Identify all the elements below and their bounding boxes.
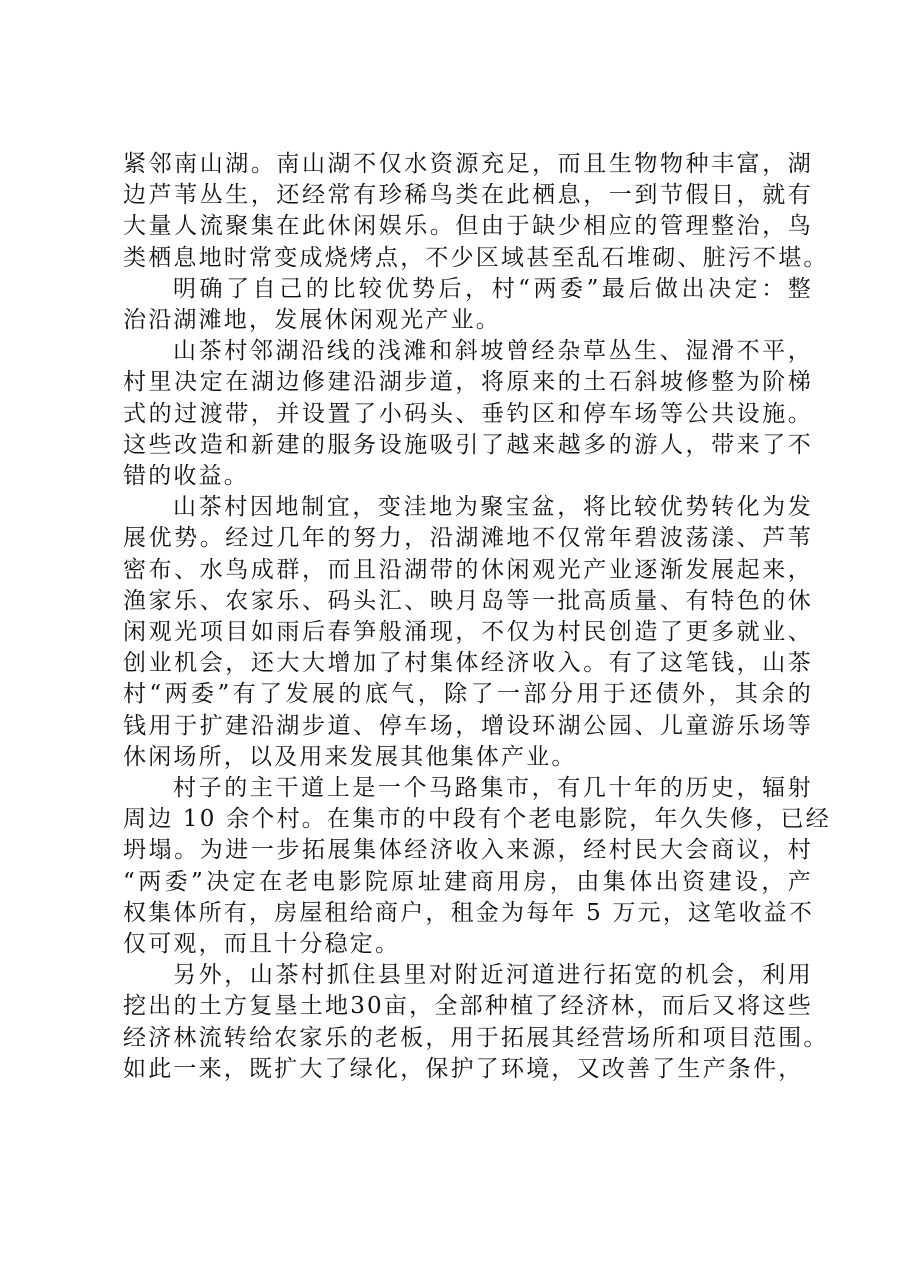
text-line: 展优势。经过几年的努力，沿湖滩地不仅常年碧波荡漾、芦苇 bbox=[123, 525, 813, 552]
paragraph bbox=[123, 274, 813, 336]
text-line: 式的过渡带，并设置了小码头、垂钓区和停车场等公共设施。 bbox=[123, 400, 813, 427]
text-line: 权集体所有，房屋租给商户，租金为每年 5 万元，这笔收益不 bbox=[123, 899, 815, 926]
text-line: 经济林流转给农家乐的老板，用于拓展其经营场所和项目范围。 bbox=[123, 1024, 829, 1051]
text-line: 山茶村因地制宜，变洼地为聚宝盆，将比较优势转化为发 bbox=[173, 494, 813, 521]
text-line: 坍塌。为进一步拓展集体经济收入来源，经村民大会商议，村 bbox=[123, 837, 813, 864]
text-line: 治沿湖滩地，发展休闲观光产业。 bbox=[123, 307, 501, 334]
text-line: 大量人流聚集在此休闲娱乐。但由于缺少相应的管理整治，鸟 bbox=[123, 213, 813, 240]
paragraph bbox=[123, 336, 813, 492]
text-line: 错的收益。 bbox=[123, 463, 249, 490]
paragraph bbox=[123, 960, 829, 1085]
text-line: 密布、水鸟成群，而且沿湖带的休闲观光产业逐渐发展起来， bbox=[123, 556, 813, 583]
text-line: 仅可观，而且十分稳定。 bbox=[123, 931, 401, 958]
text-line: 村“两委”有了发展的底气，除了一部分用于还债外，其余的 bbox=[123, 681, 813, 708]
text-line: 这些改造和新建的服务设施吸引了越来越多的游人，带来了不 bbox=[123, 431, 813, 458]
text-line: 渔家乐、农家乐、码头汇、映月岛等一批高质量、有特色的休 bbox=[123, 587, 813, 614]
text-line: 挖出的土方复垦土地30亩，全部种植了经济林，而后又将这些 bbox=[123, 993, 813, 1020]
paragraph bbox=[123, 149, 829, 274]
text-line: 明确了自己的比较优势后，村“两委”最后做出决定：整 bbox=[173, 275, 813, 302]
text-line: 村子的主干道上是一个马路集市，有几十年的历史，辐射 bbox=[173, 775, 813, 802]
text-line: 另外，山茶村抓住县里对附近河道进行拓宽的机会，利用 bbox=[173, 962, 813, 989]
text-line: 周边 10 余个村。在集市的中段有个老电影院，年久失修，已经 bbox=[123, 806, 831, 833]
text-line: 类栖息地时常变成烧烤点，不少区域甚至乱石堆砌、脏污不堪。 bbox=[123, 244, 829, 271]
document-body bbox=[123, 149, 831, 1085]
text-line: 紧邻南山湖。南山湖不仅水资源充足，而且生物物种丰富，湖 bbox=[123, 151, 813, 177]
text-line: 村里决定在湖边修建沿湖步道，将原来的土石斜坡修整为阶梯 bbox=[123, 369, 813, 396]
paragraph bbox=[123, 773, 831, 960]
text-line: 山茶村邻湖沿线的浅滩和斜坡曾经杂草丛生、湿滑不平， bbox=[173, 338, 813, 365]
text-line: 如此一来，既扩大了绿化，保护了环境，又改善了生产条件， bbox=[123, 1055, 804, 1082]
paragraph bbox=[123, 492, 813, 773]
text-line: 创业机会，还大大增加了村集体经济收入。有了这笔钱，山茶 bbox=[123, 650, 813, 677]
text-line: 钱用于扩建沿湖步道、停车场，增设环湖公园、儿童游乐场等 bbox=[123, 712, 813, 739]
text-line: 边芦苇丛生，还经常有珍稀鸟类在此栖息，一到节假日，就有 bbox=[123, 182, 813, 209]
text-line: “两委”决定在老电影院原址建商用房，由集体出资建设，产 bbox=[123, 868, 813, 895]
text-line: 闲观光项目如雨后春笋般涌现，不仅为村民创造了更多就业、 bbox=[123, 619, 813, 646]
text-line: 休闲场所，以及用来发展其他集体产业。 bbox=[123, 743, 577, 770]
